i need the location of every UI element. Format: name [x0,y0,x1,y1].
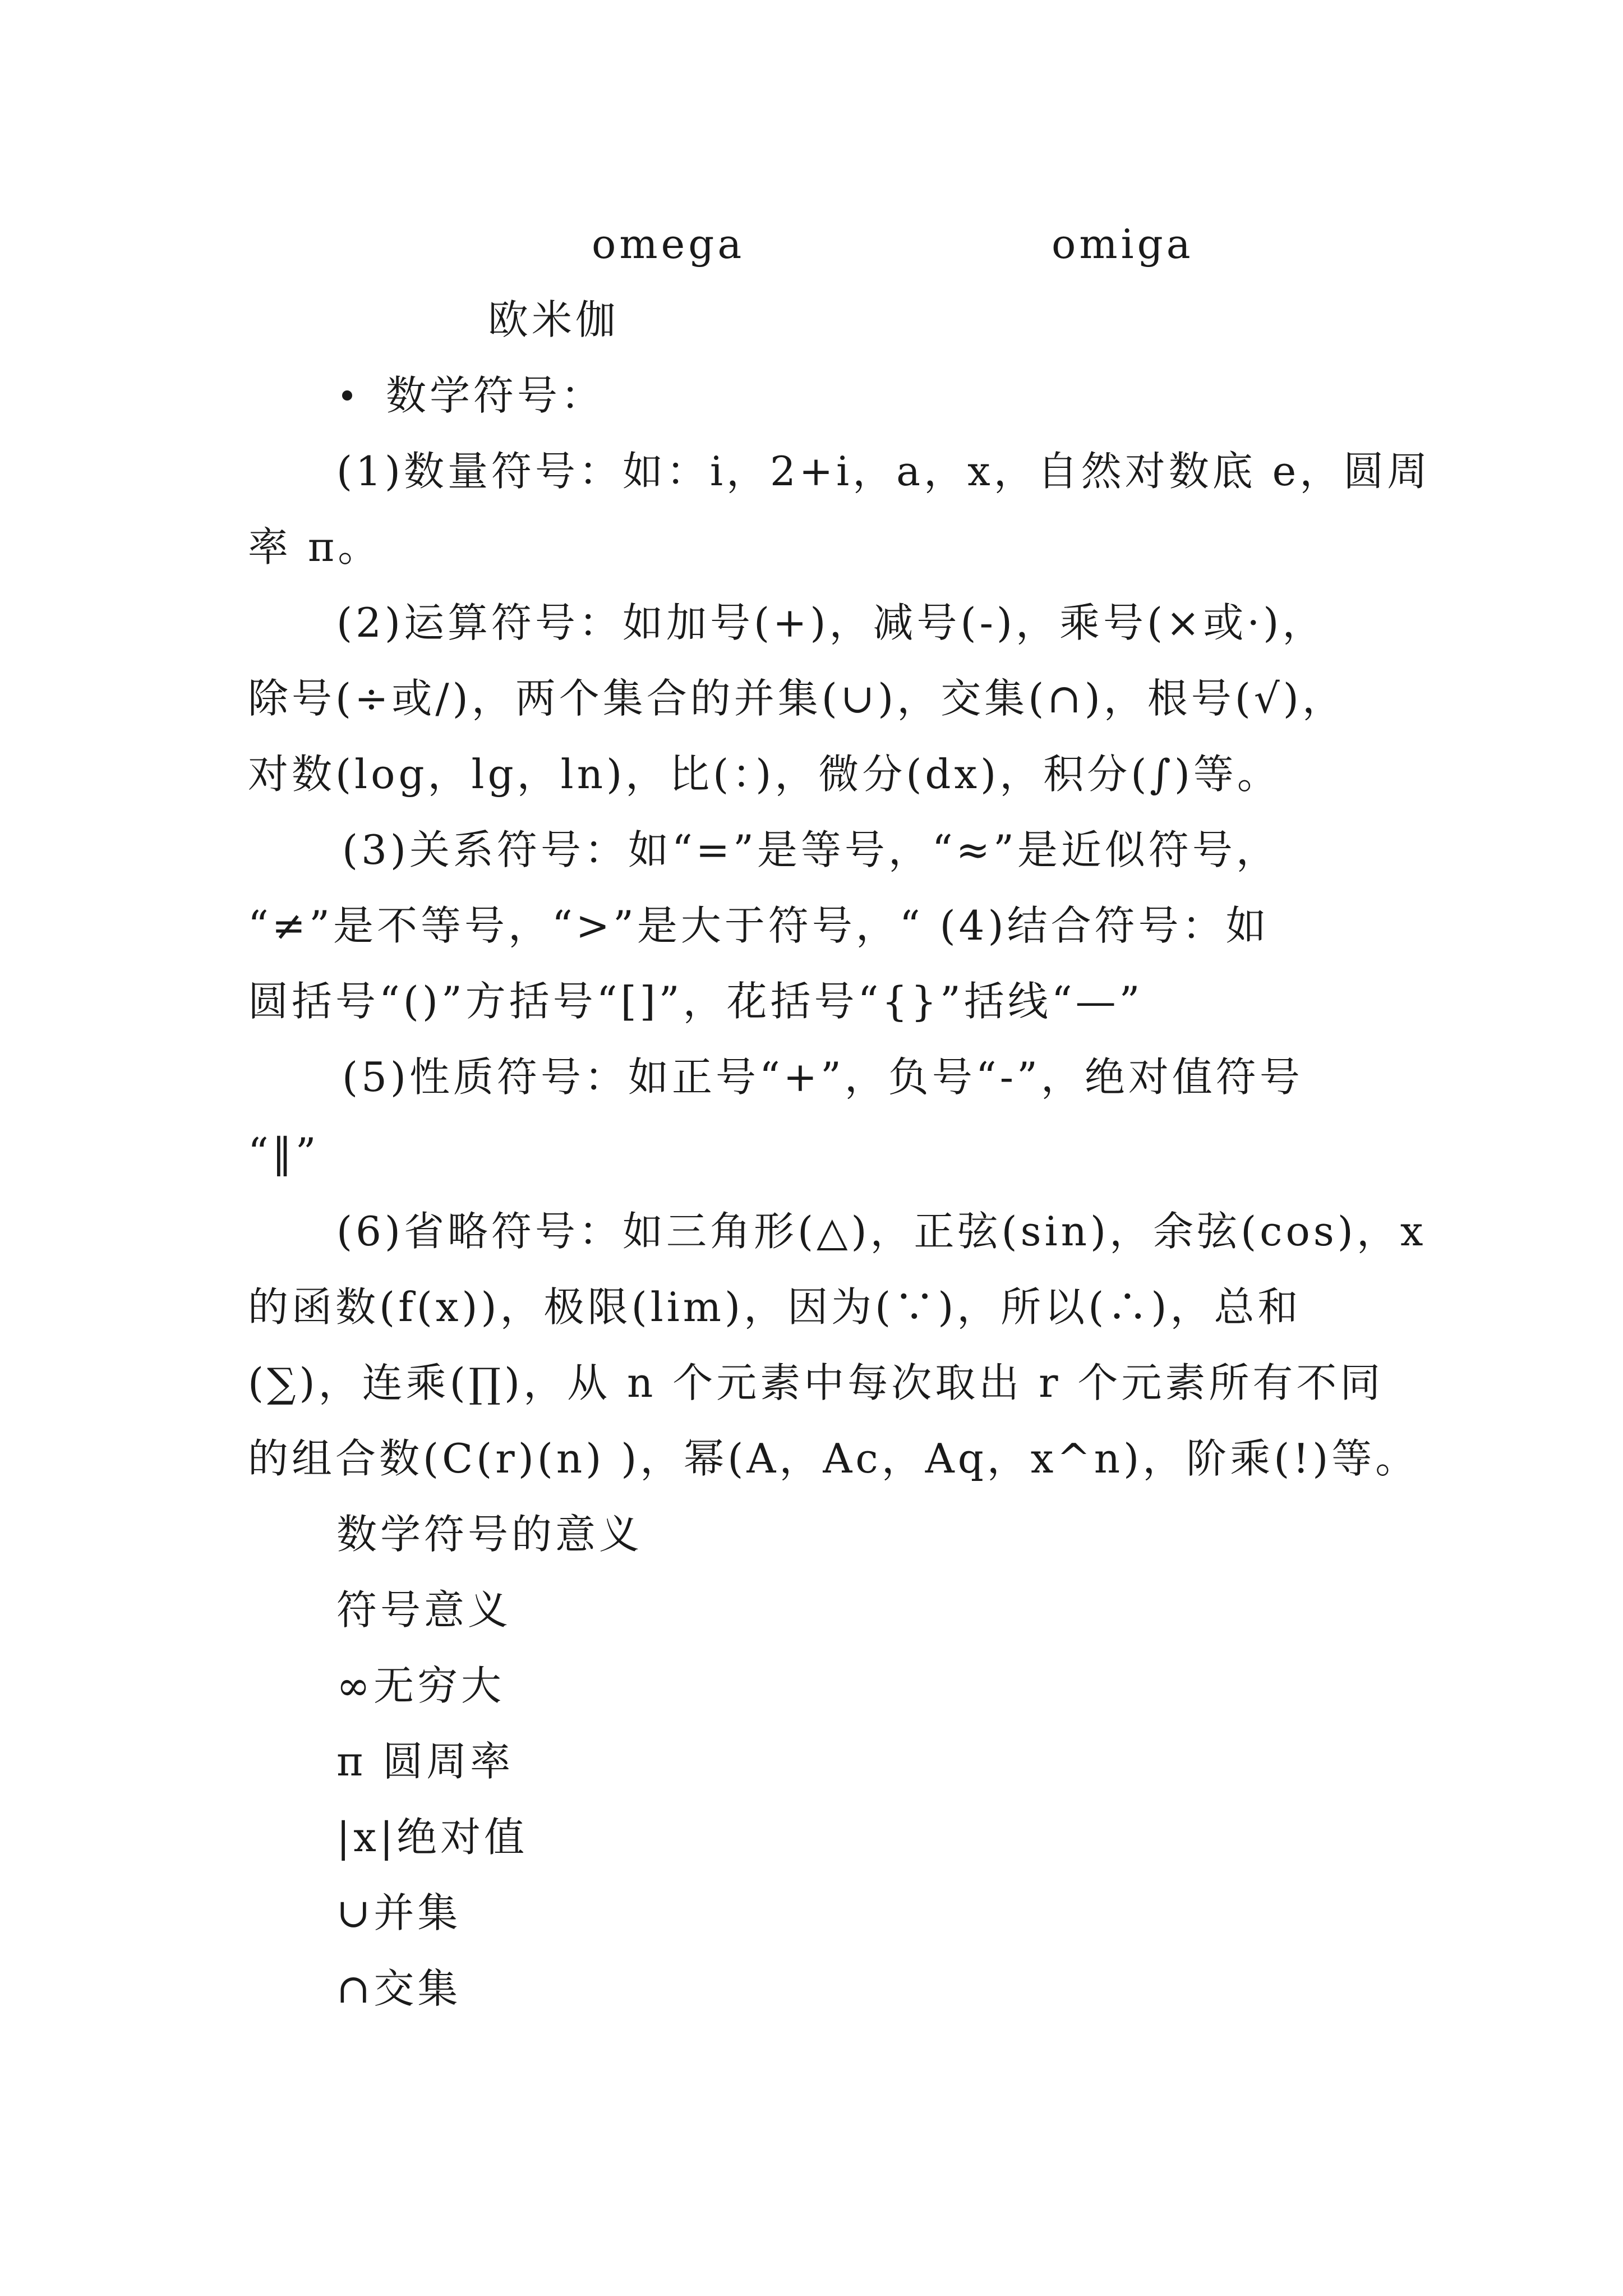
para-2-line-1: (2)运算符号：如加号(+)，减号(-)，乘号(×或·)， [336,599,1326,646]
meaning-header: 符号意义 [336,1586,512,1634]
meaning-item: ∞无穷大 [336,1662,505,1709]
para-3-line-2: “≠”是不等号，“>”是大于符号，“ (4)结合符号：如 [248,902,1270,949]
greek-pronunciation: 欧米伽 [488,296,620,343]
para-1-line-2: 率 π。 [248,523,382,570]
section-heading-text: 数学符号： [386,372,605,419]
para-3-line-3: 圆括号“()”方括号“[]”，花括号“{}”括线“—” [248,978,1144,1025]
para-3-line-1: (3)关系符号：如“=”是等号，“≈”是近似符号， [342,826,1280,873]
para-1-line-1: (1)数量符号：如：i，2+i，a，x，自然对数底 e，圆周 [336,448,1431,495]
meaning-item: ∪并集 [336,1889,462,1936]
para-5-line-2: “‖” [248,1129,320,1176]
section-heading [342,367,605,424]
greek-name-omiga: omiga [1052,220,1194,268]
para-5-line-1: (5)性质符号：如正号“+”，负号“-”，绝对值符号 [342,1053,1303,1101]
meaning-item: ∩交集 [336,1965,462,2012]
para-6-line-2: 的函数(f(x))，极限(lim)，因为(∵)，所以(∴)，总和 [248,1283,1302,1331]
para-6-line-4: 的组合数(C(r)(n) )，幂(A，Ac，Aq，x^n)，阶乘(!)等。 [248,1435,1419,1482]
meaning-item: π 圆周率 [336,1738,514,1785]
meaning-item: |x|绝对值 [336,1814,528,1861]
para-2-line-3: 对数(log，lg，ln)，比(：)，微分(dx)，积分(∫)等。 [248,751,1281,798]
para-2-line-2: 除号(÷或/)，两个集合的并集(∪)，交集(∩)，根号(√)， [248,675,1346,722]
para-6-line-1: (6)省略符号：如三角形(△)，正弦(sin)，余弦(cos)，x [336,1208,1427,1255]
meaning-title: 数学符号的意义 [336,1511,643,1558]
para-6-line-3: (∑)，连乘(∏)，从 n 个元素中每次取出 r 个元素所有不同 [248,1359,1384,1406]
bullet-icon [342,390,352,401]
greek-name-omega: omega [592,220,745,268]
